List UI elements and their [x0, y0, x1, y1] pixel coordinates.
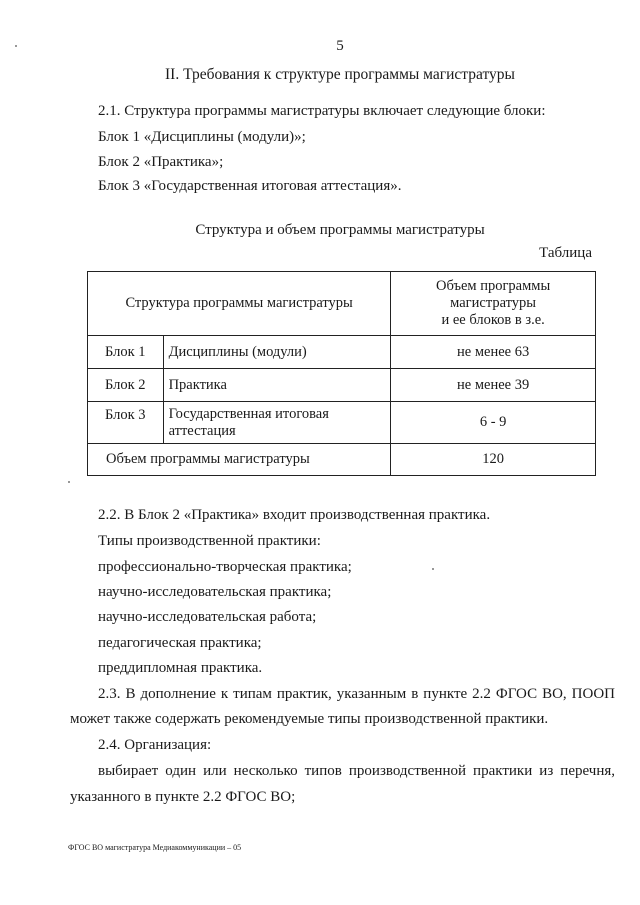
header-volume-cell — [391, 272, 596, 336]
block-cell: Блок 3 — [88, 402, 164, 444]
name-cell: Дисциплины (модули) — [163, 336, 391, 369]
name-line: Государственная итоговая — [168, 405, 329, 422]
header-volume-line: и ее блоков в з.е. — [441, 312, 545, 328]
name-cell — [163, 402, 391, 444]
block-2-item: Блок 2 «Практика»; — [98, 154, 224, 170]
paragraph-2-3-line: может также содержать рекомендуемые типы производственной практики. — [70, 711, 549, 727]
table-row — [88, 336, 596, 369]
paragraph-2-4: 2.4. Организация: — [98, 737, 212, 753]
scan-speck — [68, 481, 70, 483]
table-header-row — [88, 272, 596, 336]
total-value-cell: 120 — [391, 444, 596, 476]
practice-type-item: научно-исследовательская работа; — [98, 609, 317, 625]
volume-cell: 6 - 9 — [391, 402, 596, 444]
practice-type-item: научно-исследовательская практика; — [98, 584, 332, 600]
name-line: аттестация — [168, 422, 236, 439]
paragraph-2-3-line: 2.3. В дополнение к типам практик, указанным в пункте 2.2 ФГОС ВО, ПООП — [98, 686, 615, 702]
table-total-row — [88, 444, 596, 476]
header-volume-line: магистратуры — [450, 295, 537, 311]
practice-type-item: педагогическая практика; — [98, 635, 262, 651]
practice-type-item: преддипломная практика. — [98, 660, 263, 676]
header-structure-cell: Структура программы магистратуры — [88, 272, 391, 336]
block-cell: Блок 1 — [88, 336, 164, 369]
volume-cell: не менее 39 — [391, 369, 596, 402]
section-heading: II. Требования к структуре программы магистратуры — [165, 66, 515, 83]
paragraph-2-2: 2.2. В Блок 2 «Практика» входит производственная практика. — [98, 507, 491, 523]
organization-paragraph-line: указанного в пункте 2.2 ФГОС ВО; — [70, 789, 296, 805]
organization-paragraph-line: выбирает один или несколько типов производственной практики из перечня, — [98, 763, 615, 779]
structure-table — [87, 271, 596, 476]
block-1-item: Блок 1 «Дисциплины (модули)»; — [98, 129, 306, 145]
volume-cell: не менее 63 — [391, 336, 596, 369]
practice-type-item: профессионально-творческая практика; — [98, 559, 352, 575]
scan-speck — [432, 568, 434, 570]
table-row — [88, 402, 596, 444]
page-footer: ФГОС ВО магистратура Медиакоммуникации – 05 — [68, 843, 242, 852]
table-label: Таблица — [539, 245, 592, 261]
total-label-cell: Объем программы магистратуры — [88, 444, 391, 476]
practice-types-intro: Типы производственной практики: — [98, 533, 321, 549]
table-row — [88, 369, 596, 402]
table-title: Структура и объем программы магистратуры — [195, 222, 485, 238]
paragraph-2-1: 2.1. Структура программы магистратуры включает следующие блоки: — [98, 103, 546, 119]
page-number: 5 — [336, 38, 344, 54]
header-volume-line: Объем программы — [436, 278, 551, 294]
scan-speck — [15, 45, 17, 47]
block-3-item: Блок 3 «Государственная итоговая аттестация». — [98, 178, 402, 194]
block-cell: Блок 2 — [88, 369, 164, 402]
name-cell: Практика — [163, 369, 391, 402]
